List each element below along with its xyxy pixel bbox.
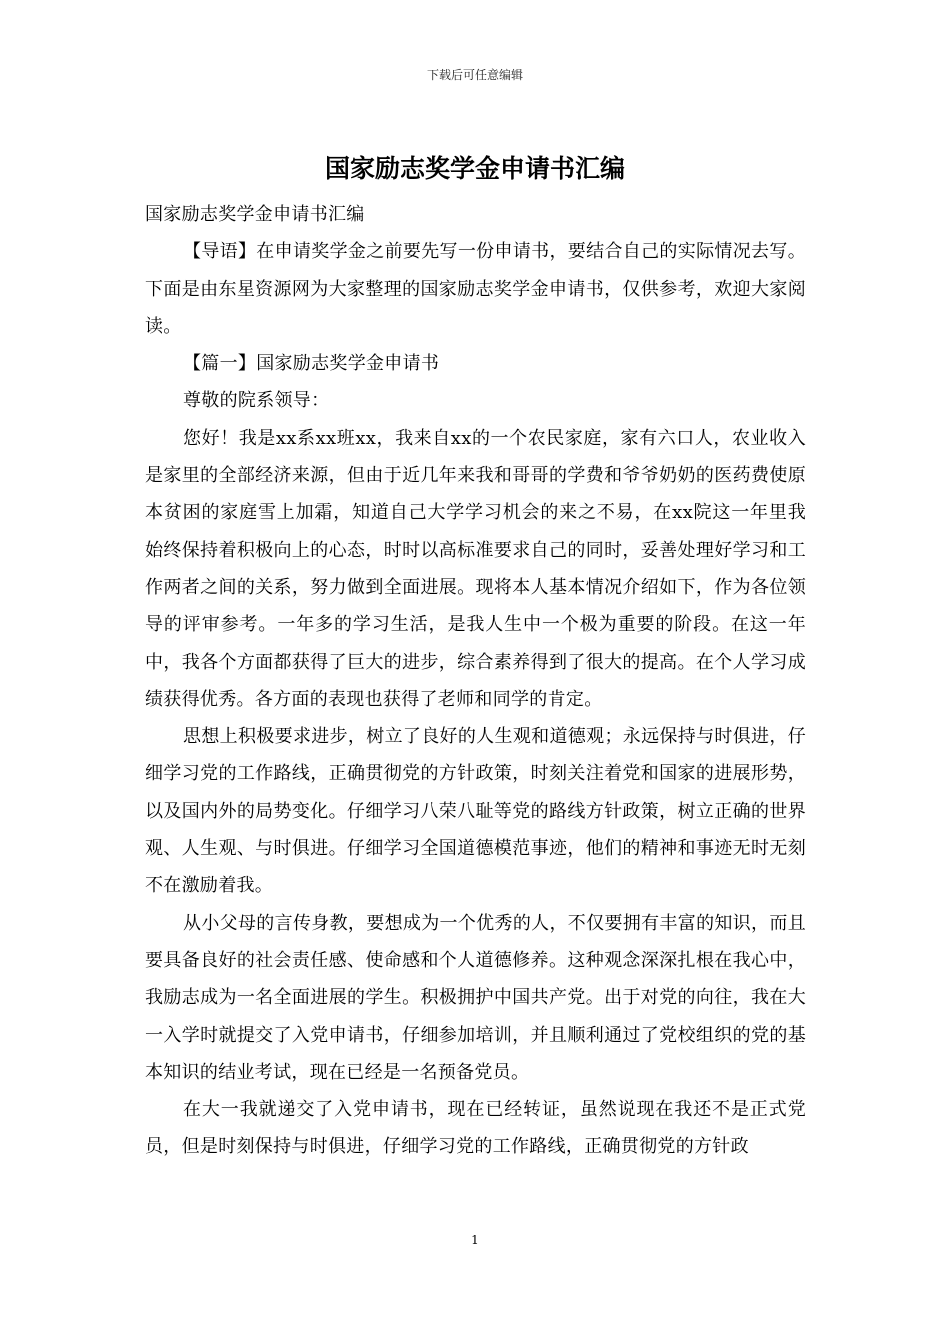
section-heading: 【篇一】国家励志奖学金申请书 [183,353,440,375]
header-note: 下载后可任意编辑 [426,68,523,82]
body-paragraph: 从小父母的言传身教，要想成为一个优秀的人，不仅要拥有丰富的知识，而且要具备良好的社会责任感、使命感和个人道德修养。这种观念深深扎根在我心中，我励志成为一名全面进展的学生。积极拥护中国共产党。出于对党的向往，我在大一入学时就提交了入党申请书，仔细参加培训，并且顺利通过了党校组织的党的基本知识的结业考试，现在已经是一名预备党员。 [145,912,806,1083]
page-number: 1 [471,1233,479,1247]
document-body [145,196,806,1166]
subtitle-line: 国家励志奖学金申请书汇编 [145,204,365,225]
document-title: 国家励志奖学金申请书汇编 [324,154,625,183]
intro-paragraph: 【导语】在申请奖学金之前要先写一份申请书，要结合自己的实际情况去写。下面是由东星资源网为大家整理的国家励志奖学金申请书，仅供参考，欢迎大家阅读。 [145,241,806,337]
body-paragraph: 在大一我就递交了入党申请书，现在已经转证，虽然说现在我还不是正式党员，但是时刻保持与时俱进，仔细学习党的工作路线，正确贯彻党的方针政 [145,1099,806,1158]
body-paragraph: 思想上积极要求进步，树立了良好的人生观和道德观；永远保持与时俱进，仔细学习党的工作路线，正确贯彻党的方针政策，时刻关注着党和国家的进展形势，以及国内外的局势变化。仔细学习八荣八耻等党的路线方针政策，树立正确的世界观、人生观、与时俱进。仔细学习全国道德模范事迹，他们的精神和事迹无时无刻不在激励着我。 [145,726,806,897]
body-paragraph: 您好！我是xx系xx班xx，我来自xx的一个农民家庭，家有六口人，农业收入是家里的全部经济来源，但由于近几年来我和哥哥的学费和爷爷奶奶的医药费使原本贫困的家庭雪上加霜，知道自己大学学习机会的来之不易，在xx院这一年里我始终保持着积极向上的心态，时时以高标准要求自己的同时，妥善处理好学习和工作两者之间的关系，努力做到全面进展。现将本人基本情况介绍如下，作为各位领导的评审参考。一年多的学习生活，是我人生中一个极为重要的阶段。在这一年中，我各个方面都获得了巨大的进步，综合素养得到了很大的提高。在个人学习成绩获得优秀。各方面的表现也获得了老师和同学的肯定。 [145,427,806,710]
salutation: 尊敬的院系领导： [183,390,330,412]
